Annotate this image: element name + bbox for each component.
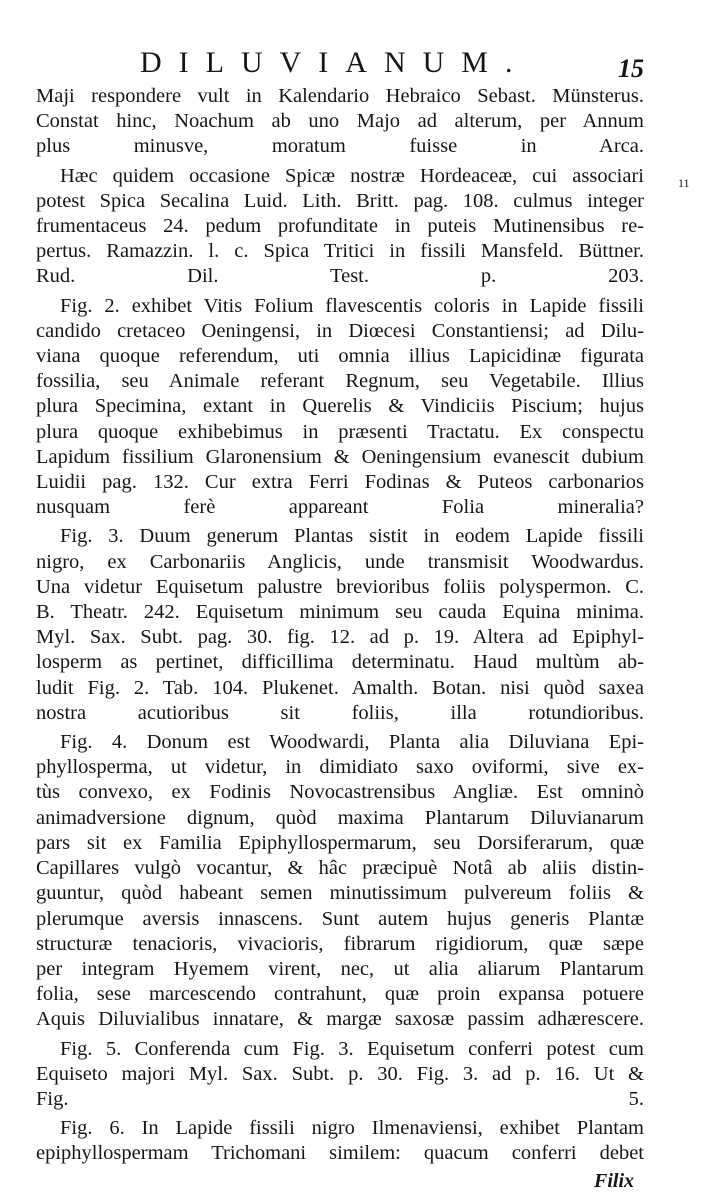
text-line: Fig. 3. Duum generum Plantas sistit in eodem Lapide fissili — [60, 525, 644, 548]
paragraph — [36, 524, 644, 726]
text-line: plura Specimina, extant in Querelis & Vindiciis Piscium; hujus — [36, 395, 644, 418]
text-line: Equiseto majori Myl. Sax. Subt. p. 30. Fig. 3. ad p. 16. Ut & — [36, 1062, 644, 1085]
text-line: fossilia, seu Animale referant Regnum, seu Vegetabile. Illius — [36, 370, 644, 393]
text-line: Constat hinc, Noachum ab uno Majo ad alterum, per Annum — [36, 110, 644, 133]
page-header — [140, 46, 644, 83]
text-line: plerumque aversis innascens. Sunt autem hujus generis Plantæ — [36, 907, 644, 930]
paragraph — [36, 84, 644, 160]
text-line: candido cretaceo Oeningensi, in Diœcesi Constantiensi; ad Dilu- — [36, 319, 644, 342]
paragraph — [36, 730, 644, 1032]
text-line: Fig. 2. exhibet Vitis Folium flavescentis coloris in Lapide fissili — [60, 294, 644, 317]
text-line: per integram Hyemem virent, nec, ut alia aliarum Plantarum — [36, 957, 644, 980]
text-line: pertus. Ramazzin. l. c. Spica Tritici in fissili Mansfeld. Büttner. — [36, 240, 644, 263]
text-line: Rud. Dil. Test. p. 203. — [36, 265, 644, 288]
text-line: Myl. Sax. Subt. pag. 30. fig. 12. ad p. 19. Altera ad Epiphyl- — [36, 626, 644, 649]
text-line: tùs convexo, ex Fodinis Novocastrensibus Angliæ. Est omninò — [36, 781, 644, 804]
text-line: plura quoque exhibebimus in præsenti Tractatu. Ex conspectu — [36, 420, 644, 443]
text-line: losperm as pertinet, difficillima determinatu. Haud multùm ab- — [36, 651, 644, 674]
margin-mark: 11 — [678, 176, 690, 190]
text-line: nusquam ferè appareant Folia mineralia? — [36, 496, 644, 519]
running-title: DILUVIANUM. — [140, 46, 530, 79]
text-line: potest Spica Secalina Luid. Lith. Britt. pag. 108. culmus integer — [36, 189, 644, 212]
text-line: Hæc quidem occasione Spicæ nostræ Hordeaceæ, cui associari — [60, 164, 644, 187]
paragraph — [36, 164, 644, 290]
text-line: phyllosperma, ut videtur, in dimidiato saxo oviformi, sive ex- — [36, 756, 644, 779]
text-line: guuntur, quòd habeant semen minutissimum pulvereum foliis & — [36, 882, 644, 905]
text-line: frumentaceus 24. pedum profunditate in puteis Mutinensibus re- — [36, 215, 644, 238]
text-line: Maji respondere vult in Kalendario Hebraico Sebast. Münsterus. — [36, 85, 644, 107]
text-line: Capillares vulgò vocantur, & hâc præcipuè Notâ ab aliis distin- — [36, 857, 644, 880]
text-line: structuræ tenacioris, vivacioris, fibrarum rigidiorum, quæ sæpe — [36, 932, 644, 955]
text-line: folia, sese marcescendo contrahunt, quæ proin expansa potuere — [36, 983, 644, 1006]
text-line: Fig. 4. Donum est Woodwardi, Planta alia Diluviana Epi- — [60, 731, 644, 754]
paragraph — [36, 1116, 644, 1166]
page-number: 15 — [618, 54, 644, 83]
body-text — [36, 84, 644, 1171]
paragraph — [36, 294, 644, 521]
text-line: Luidii pag. 132. Cur extra Ferri Fodinas & Puteos carbonarios — [36, 471, 644, 494]
text-line: nigro, ex Carbonariis Anglicis, unde transmisit Woodwardus. — [36, 550, 644, 573]
text-line: Fig. 5. Conferenda cum Fig. 3. Equisetum conferri potest cum — [60, 1037, 644, 1060]
text-line: viana quoque referendum, uti omnia illius Lapicidinæ figurata — [36, 345, 644, 368]
text-line: nostra acutioribus sit foliis, illa rotundioribus. — [36, 701, 644, 724]
text-line: Fig. 5. — [36, 1087, 644, 1110]
text-line: pars sit ex Familia Epiphyllospermarum, seu Dorsiferarum, quæ — [36, 831, 644, 854]
paragraph — [36, 1037, 644, 1113]
text-line: Lapidum fissilium Glaronensium & Oeningensium evanescit dubium — [36, 445, 644, 468]
text-line: ludit Fig. 2. Tab. 104. Plukenet. Amalth. Botan. nisi quòd saxea — [36, 676, 644, 699]
text-line: plus minusve, moratum fuisse in Arca. — [36, 135, 644, 158]
catchword: Filix — [594, 1170, 635, 1192]
text-line: B. Theatr. 242. Equisetum minimum seu cauda Equina minima. — [36, 601, 644, 624]
text-line: Fig. 6. In Lapide fissili nigro Ilmenaviensi, exhibet Plantam — [60, 1117, 644, 1140]
text-line: Aquis Diluvialibus innatare, & margæ saxosæ passim adhærescere. — [36, 1008, 644, 1031]
text-line: epiphyllospermam Trichomani similem: quacum conferri debet — [36, 1142, 644, 1165]
text-line: animadversione dignum, quòd maxima Plantarum Diluvianarum — [36, 806, 644, 829]
text-line: Una videtur Equisetum palustre brevioribus foliis polyspermon. C. — [36, 575, 644, 598]
